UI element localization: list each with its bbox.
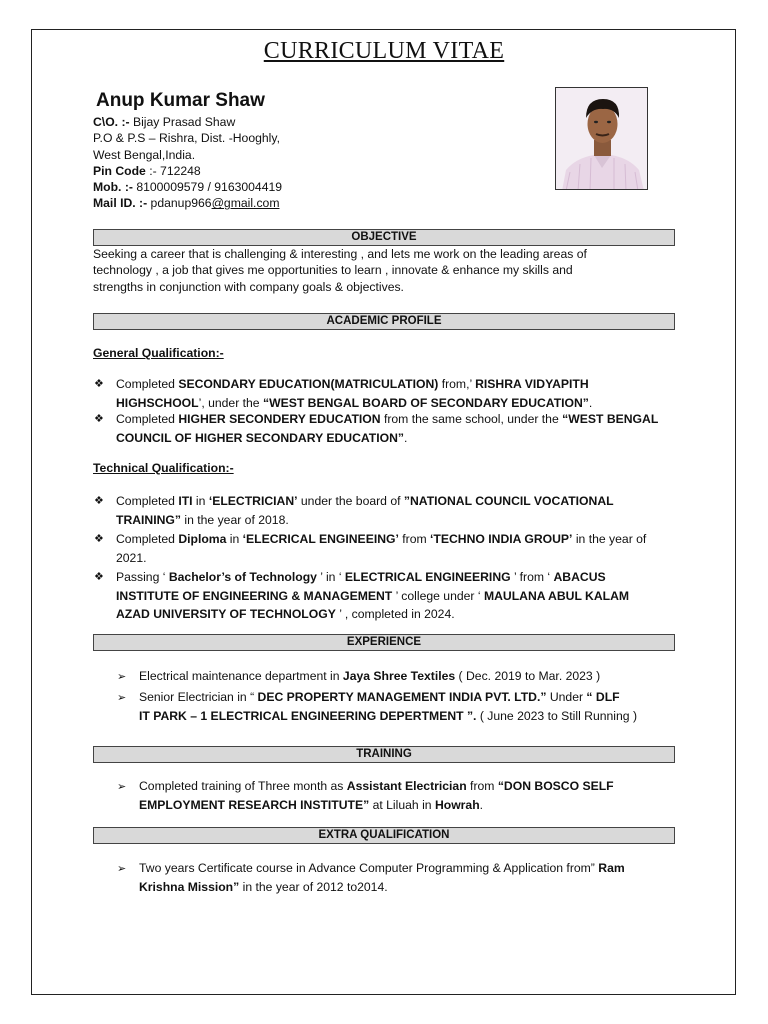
text-run: in [192,494,209,508]
extra-qualification-header: EXTRA QUALIFICATION [93,827,675,844]
bold-text: COUNCIL OF HIGHER SECONDARY EDUCATION” [116,430,404,445]
arrow-bullet-icon: ➢ [117,671,127,683]
mobile-line: Mob. :- 8100009579 / 9163004419 [93,180,283,195]
bold-text: “WEST BENGAL [562,412,659,426]
bold-text: “DON BOSCO SELF [497,779,614,793]
email-link[interactable]: @gmail.com [211,196,280,211]
bold-text: Bachelor’s of Technology [168,570,317,584]
bold-text: Ram [598,861,625,875]
text-run: from,’ [438,377,476,391]
bold-text: SECONDARY EDUCATION(MATRICULATION) [178,377,439,391]
text-run: . [588,395,593,410]
text-run: ( June 2023 to Still Running ) [476,708,638,723]
address-line-1: P.O & P.S – Rishra, Dist. -Hooghly, [93,131,280,146]
contact-block [93,114,282,212]
bold-text: Assistant Electrician [346,779,467,793]
text-run: 2021. [116,550,147,565]
candidate-name: Anup Kumar Shaw [96,90,265,111]
technical-qualification-item [116,492,614,529]
bold-text: Jaya Shree Textiles [342,669,456,683]
technical-qualification-item [116,568,629,624]
text-run: ’, under the [198,395,263,410]
text-run: Completed training of Three month as [139,779,347,793]
arrow-bullet-icon: ➢ [117,692,127,704]
diamond-bullet-icon: ❖ [94,533,104,545]
bold-text: ‘TECHNO INDIA GROUP’ [430,532,573,546]
text-run: ( Dec. 2019 to Mar. 2023 ) [455,669,601,683]
diamond-bullet-icon: ❖ [94,571,104,583]
text-run: Completed [116,412,179,426]
arrow-bullet-icon: ➢ [117,781,127,793]
bold-text: Diploma [178,532,227,546]
bold-text: ITI [178,494,193,508]
text-run: at Liluah in [369,797,435,812]
bold-text: ‘ELECRICAL ENGINEEING’ [242,532,399,546]
text-run: ’ , completed in 2024. [335,607,455,621]
extra-qualification-item [139,859,625,896]
text-run: Under [546,690,587,704]
technical-qualification-heading: Technical Qualification:- [93,461,234,475]
bold-text: EMPLOYMENT RESEARCH INSTITUTE” [139,797,370,812]
person-portrait-icon [556,88,648,190]
bold-text: ELECTRICAL ENGINEERING [344,570,511,584]
diamond-bullet-icon: ❖ [94,495,104,507]
pin-line: Pin Code :- 712248 [93,163,201,178]
bold-text: Howrah [434,797,480,812]
bold-text: INSTITUTE OF ENGINEERING & MANAGEMENT [116,588,393,603]
text-run: from [466,779,498,793]
bold-text: IT PARK – 1 ELECTRICAL ENGINEERING DEPERTMENT ”. [139,708,477,723]
co-line: C\O. :- Bijay Prasad Shaw [93,115,236,129]
text-run: under the board of [297,494,404,508]
bold-text: “WEST BENGAL BOARD OF SECONDARY EDUCATION” [262,395,589,410]
address-line-2: West Bengal,India. [93,147,196,162]
text-run: ’ in ‘ [316,570,345,584]
text-run: . [404,430,408,445]
training-header: TRAINING [93,746,675,763]
bold-text: MAULANA ABUL KALAM [483,588,630,603]
academic-profile-header: ACADEMIC PROFILE [93,313,675,330]
bold-text: DEC PROPERTY MANAGEMENT INDIA PVT. LTD.” [257,690,547,704]
technical-qualification-item [116,530,646,567]
diamond-bullet-icon: ❖ [94,413,104,425]
objective-header: OBJECTIVE [93,229,675,246]
text-run: from [398,532,431,546]
bold-text: “ DLF [586,690,620,704]
text-run: in the year of [572,532,647,546]
text-run: Completed [116,532,179,546]
experience-header: EXPERIENCE [93,634,675,651]
bold-text: Krishna Mission” [139,879,240,894]
text-run: in the year of 2018. [181,512,289,527]
arrow-bullet-icon: ➢ [117,863,127,875]
email-line: Mail ID. :- pdanup966@gmail.com [93,196,280,211]
text-run: Completed [116,494,179,508]
text-run: . [479,797,484,812]
diamond-bullet-icon: ❖ [94,378,104,390]
text-run: Electrical maintenance department in [139,669,343,683]
text-run: in the year of 2012 to2014. [239,879,388,894]
text-run: ’ college under ‘ [392,588,484,603]
bold-text: ‘ELECTRICIAN’ [208,494,298,508]
document-title: CURRICULUM VITAE [263,38,505,64]
bold-text: HIGHER SECONDERY EDUCATION [178,412,381,426]
bold-text: AZAD UNIVERSITY OF TECHNOLOGY [116,607,336,621]
general-qualification-item [116,410,658,447]
experience-item [139,667,600,686]
text-run: Passing ‘ [116,570,169,584]
bold-text: RISHRA VIDYAPITH [475,377,589,391]
profile-photo [555,87,648,190]
training-item [139,777,614,814]
general-qualification-heading: General Qualification:- [93,346,224,360]
text-run: in [226,532,243,546]
text-run: from the same school, under the [380,412,563,426]
text-run: Senior Electrician in “ [139,690,258,704]
bold-text: ”NATIONAL COUNCIL VOCATIONAL [403,494,614,508]
bold-text: TRAINING” [116,512,181,527]
bold-text: HIGHSCHOOL [116,395,199,410]
text-run: ’ from ‘ [510,570,554,584]
bold-text: ABACUS [553,570,606,584]
general-qualification-item [116,375,592,412]
text-run: Completed [116,377,179,391]
experience-item [139,688,637,725]
objective-text: Seeking a career that is challenging & interesting , and lets me work on the leading areas of technology , a job that gives me opportunities to learn , innovate & enhance my skills and strengths in conjunction with company goals & objectives. [93,247,587,294]
text-run: Two years Certificate course in Advance Computer Programming & Application from” [139,861,599,875]
